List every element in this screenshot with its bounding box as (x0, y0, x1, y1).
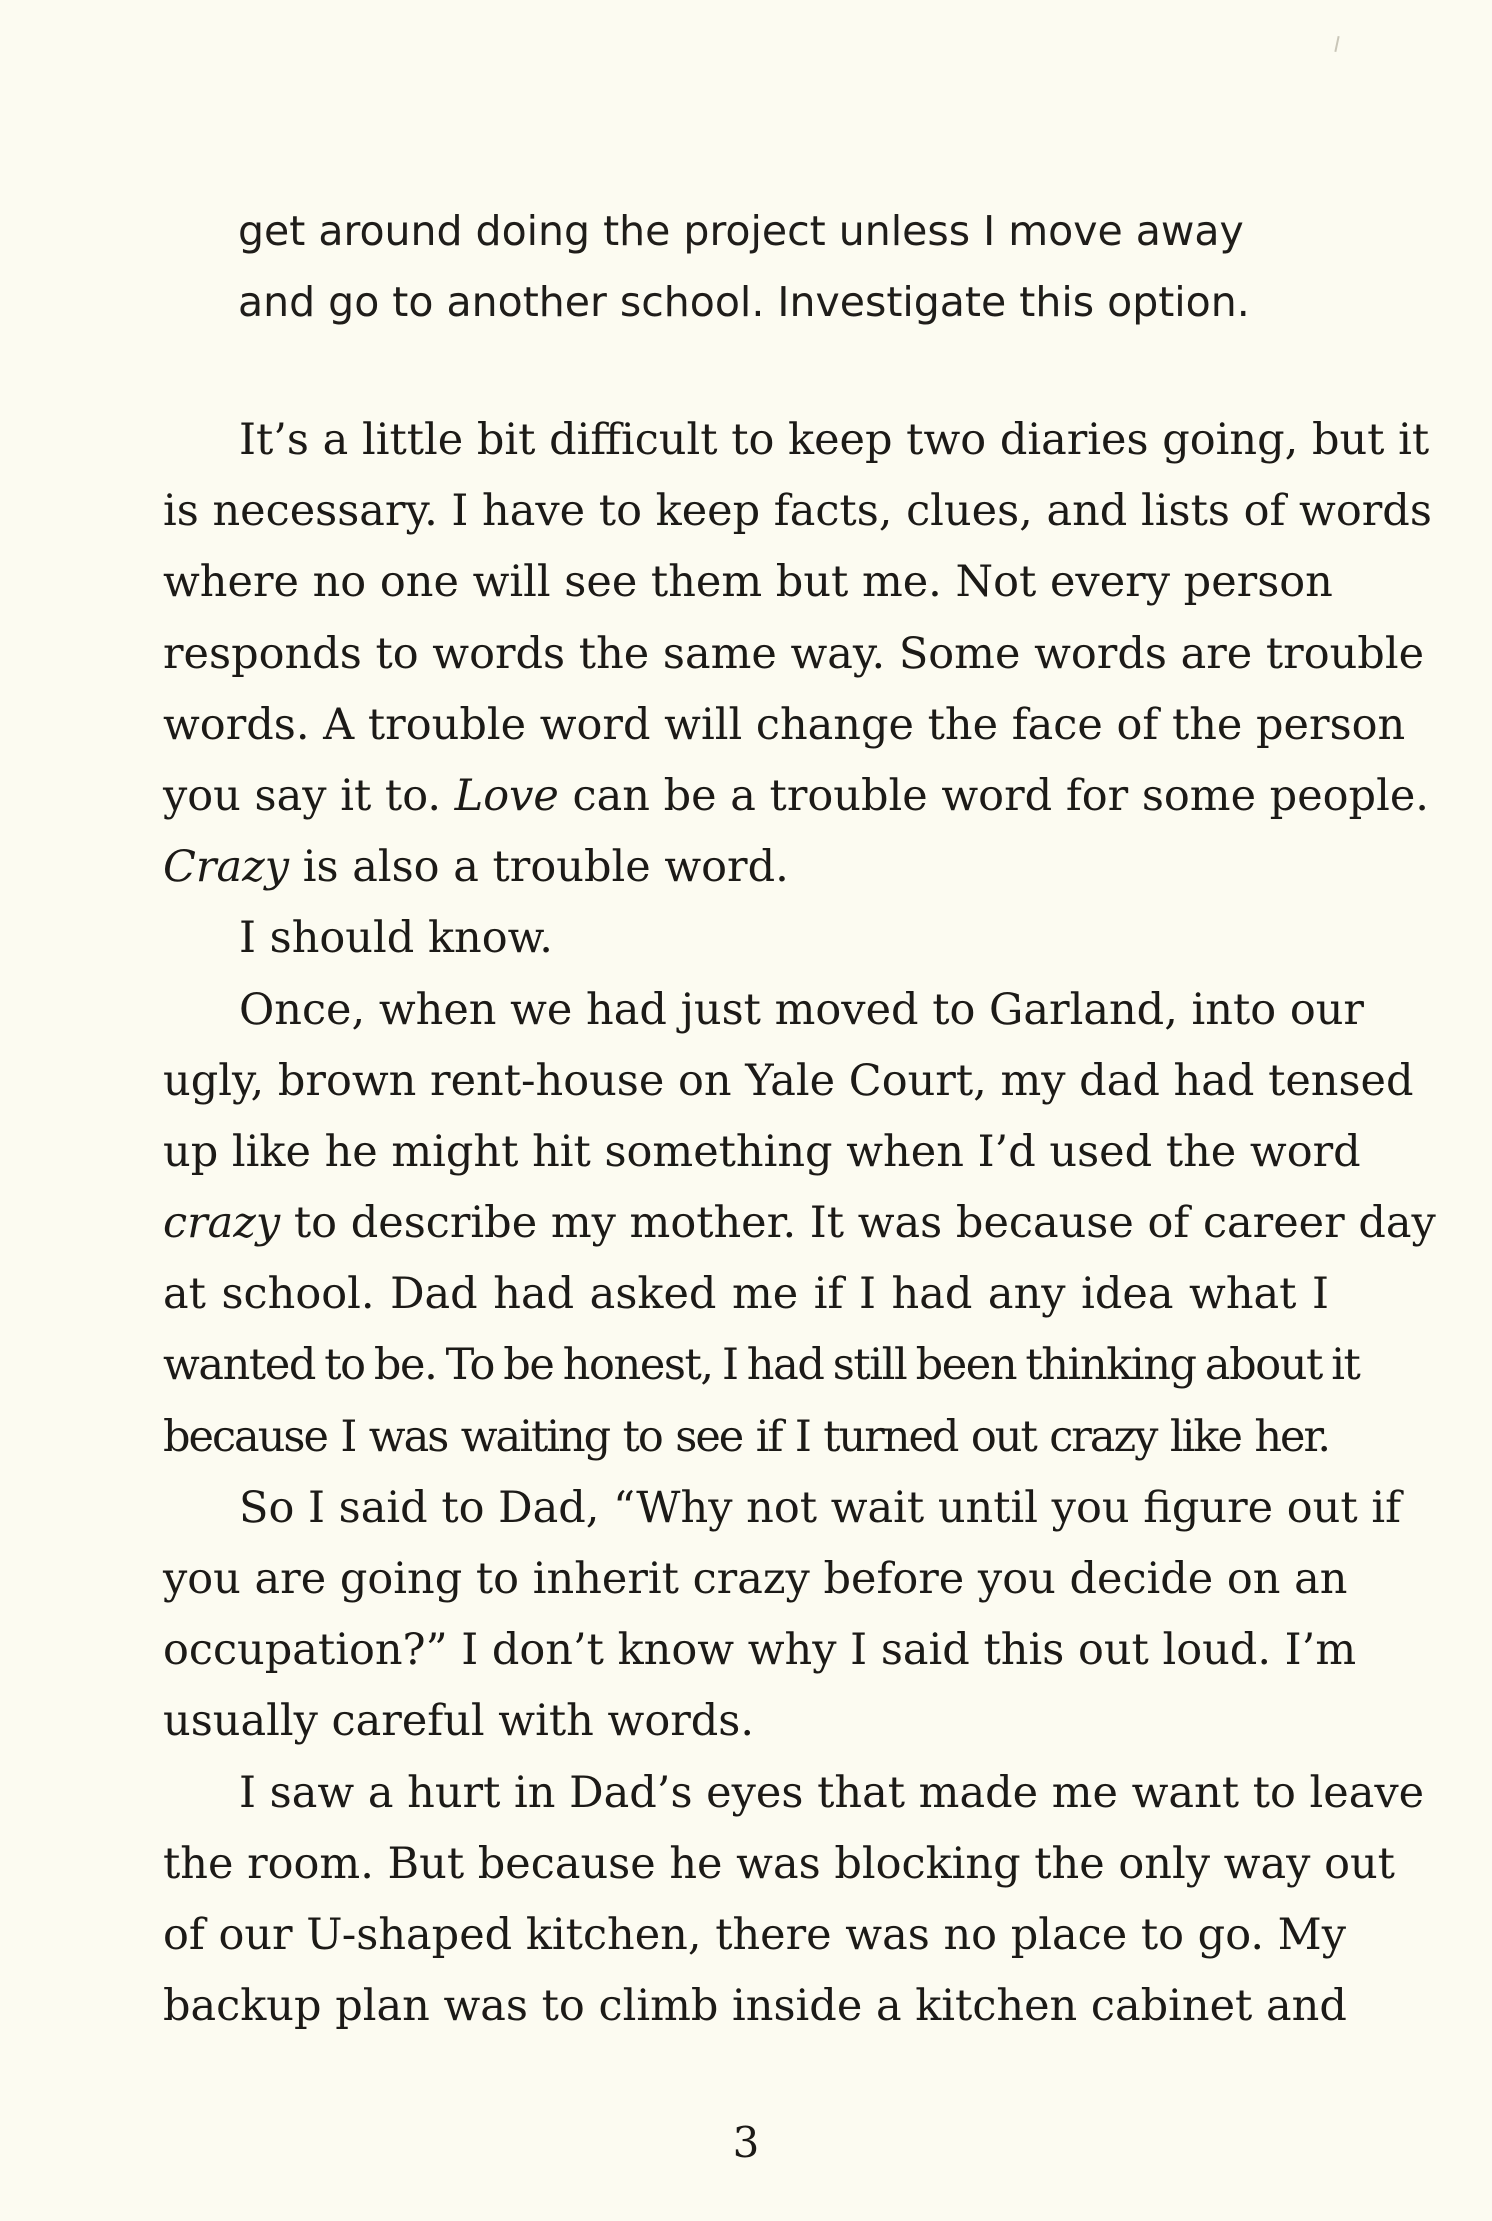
paragraph-line: words. A trouble word will change the face of the person (163, 699, 1406, 750)
paragraph-line: because I was waiting to see if I turned out crazy like her. (163, 1411, 1329, 1462)
paragraph-line: backup plan was to climb inside a kitchen cabinet and (163, 1981, 1347, 2032)
paragraph-line: is necessary. I have to keep facts, clues, and lists of words (163, 486, 1432, 537)
paragraph-line: at school. Dad had asked me if I had any idea what I (163, 1269, 1329, 1320)
diary-line: get around doing the project unless I move away (238, 207, 1244, 255)
italic-word: Crazy (163, 842, 290, 893)
paragraph-line: where no one will see them but me. Not every person (163, 557, 1333, 608)
paragraph-line: of our U-shaped kitchen, there was no place to go. My (163, 1909, 1346, 1960)
scan-mark (1334, 36, 1339, 52)
italic-word: crazy (163, 1198, 281, 1249)
page-number: 3 (732, 2118, 760, 2167)
paragraph-line: wanted to be. To be honest, I had still been thinking about it (163, 1340, 1360, 1391)
italic-word: Love (454, 770, 559, 821)
paragraph-line: Once, when we had just moved to Garland, into our (239, 984, 1364, 1035)
text-run: to describe my mother. It was because of career day (293, 1198, 1436, 1249)
paragraph-line: occupation?” I don’t know why I said this out loud. I’m (163, 1625, 1357, 1676)
paragraph-line: usually careful with words. (163, 1696, 755, 1747)
paragraph-line: I should know. (239, 913, 553, 964)
paragraph-line: the room. But because he was blocking the only way out (163, 1838, 1395, 1889)
diary-line: and go to another school. Investigate this option. (238, 278, 1250, 326)
paragraph-line (163, 832, 1329, 903)
paragraph-line (163, 1188, 1436, 1259)
paragraph-line: responds to words the same way. Some words are trouble (163, 628, 1425, 679)
body-text (163, 405, 1436, 2042)
text-run: can be a trouble word for some people. (572, 770, 1429, 821)
paragraph-line: I saw a hurt in Dad’s eyes that made me want to leave (239, 1767, 1425, 1818)
paragraph-line: ugly, brown rent-house on Yale Court, my dad had tensed (163, 1055, 1414, 1106)
paragraph-line (163, 761, 1429, 832)
paragraph-line: you are going to inherit crazy before you decide on an (163, 1554, 1348, 1604)
paragraph-line: up like he might hit something when I’d used the word (163, 1126, 1361, 1177)
diary-entry-excerpt (238, 196, 1318, 338)
text-run: is also a trouble word. (302, 842, 789, 893)
text-run: you say it to. (163, 770, 441, 821)
paragraph-line: So I said to Dad, “Why not wait until you figure out if (239, 1482, 1401, 1533)
paragraph-line: It’s a little bit difficult to keep two diaries going, but it (239, 415, 1430, 465)
